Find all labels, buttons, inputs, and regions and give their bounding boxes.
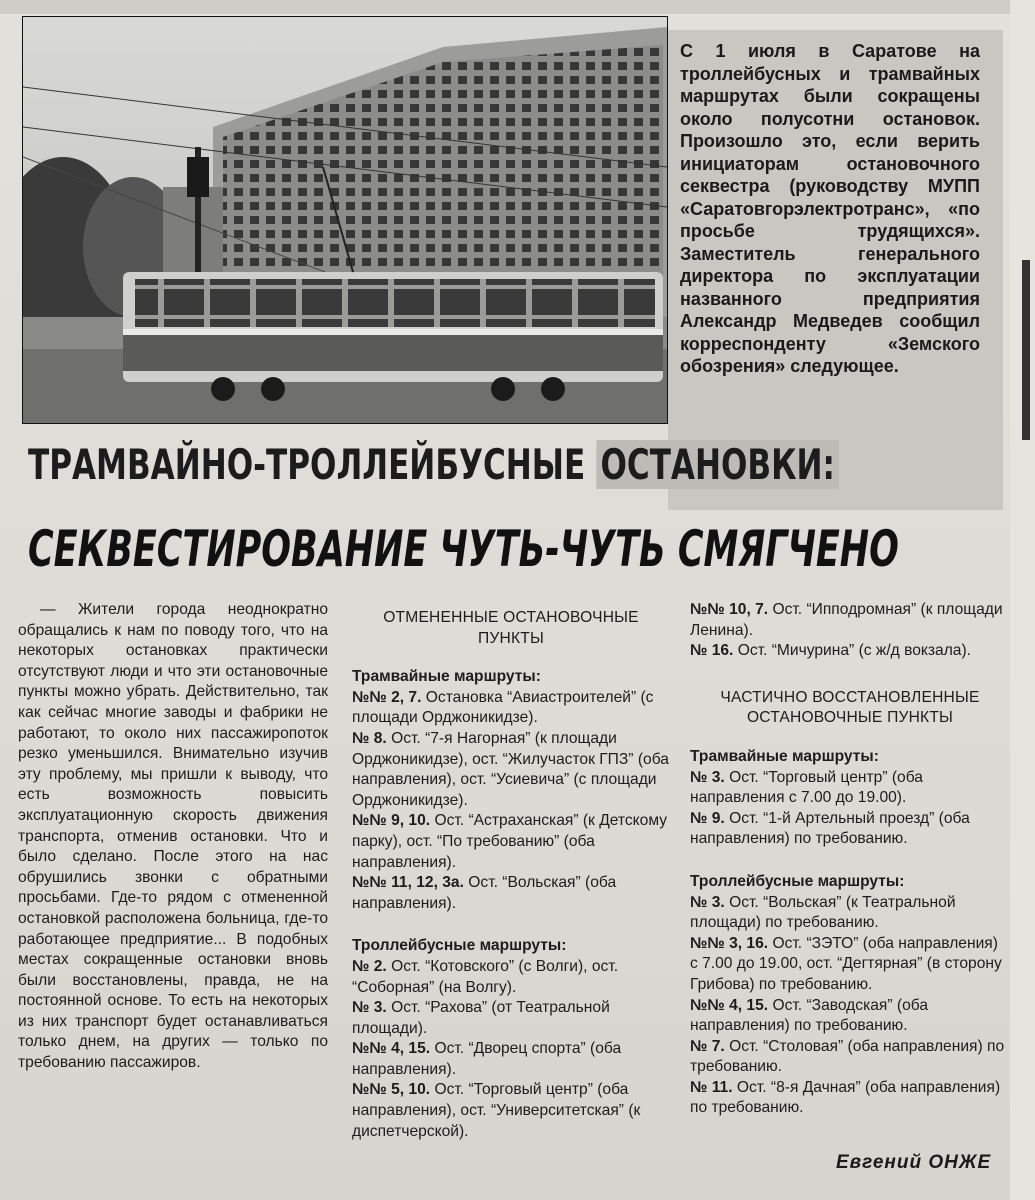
route-entry [352, 873, 670, 914]
route-stops: Ост. “Рахова” (от Театральной площади). [352, 999, 610, 1037]
tram-photo [22, 16, 668, 424]
headline-part-b: ОСТАНОВКИ: [596, 440, 839, 489]
restored-tram-list [690, 768, 1010, 850]
route-number: № 2. [352, 957, 387, 975]
route-stops: Ост. “Заводская” (оба направления) по требованию. [690, 996, 928, 1035]
route-entry [690, 893, 1010, 934]
route-number: № 3. [690, 893, 725, 911]
route-stops: Ост. “Вольская” (оба направления). [352, 874, 617, 912]
cancelled-trolley-list [352, 957, 670, 1142]
route-number: №№ 4, 15. [352, 1040, 431, 1058]
route-stops: Ост. “Торговый центр” (оба направления с 7.00 до 19.00). [690, 768, 923, 807]
route-entry [352, 729, 670, 811]
headline-part-a: ТРАМВАЙНО-ТРОЛЛЕЙБУСНЫЕ [28, 440, 597, 489]
cancelled-stops-title: ОТМЕНЕННЫЕ ОСТАНОВОЧНЫЕ ПУНКТЫ [383, 609, 639, 647]
route-entry [690, 768, 1010, 809]
route-number: №№ 5, 10. [352, 1081, 431, 1099]
route-stops: Остановка “Авиастроителей” (с площади Орджоникидзе). [352, 688, 654, 727]
route-stops: Ост. “1-й Артельный проезд” (оба направления) по требованию. [690, 809, 970, 848]
route-entry [352, 957, 670, 998]
restored-trolley-list [690, 893, 1010, 1120]
route-stops: Ост. “8-я Дачная” (оба направления) по требованию. [690, 1078, 1001, 1117]
cancelled-tram-label: Трамвайные маршруты: [352, 668, 541, 686]
cancelled-trolley-list-continued [690, 600, 1010, 662]
edge-stripe [1022, 260, 1030, 440]
route-number: №№ 4, 15. [690, 996, 769, 1014]
route-number: № 3. [352, 999, 387, 1017]
author-signature: Евгений ОНЖЕ [836, 1152, 992, 1173]
restored-stops-title: ЧАСТИЧНО ВОССТАНОВЛЕННЫЕ ОСТАНОВОЧНЫЕ ПУНКТЫ [720, 688, 980, 727]
route-entry [690, 1037, 1010, 1078]
route-entry [690, 934, 1010, 996]
route-stops: Ост. “Астраханская” (к Детскому парку), ост. “По требованию” (оба направления). [352, 812, 668, 871]
route-entry [352, 1039, 670, 1080]
route-entry [690, 809, 1010, 850]
headline-line-1 [28, 440, 839, 489]
route-entry [352, 998, 670, 1039]
route-number: № 11. [690, 1078, 733, 1096]
route-stops: Ост. “Котовского” (с Волги), ост. “Соборная” (на Волгу). [352, 957, 619, 996]
route-stops: Ост. “ЗЭТО” (оба направления) с 7.00 до 19.00, ост. “Дегтярная” (в сторону Грибова) по требованию. [690, 934, 1002, 993]
intro-paragraph: С 1 июля в Саратове на троллейбусных и трамвайных маршрутах были сокращены около полусотни остановок. Произошло это, если верить инициаторам остановочного секвестра (руководству МУПП «Саратовгорэлектротранс», «по просьбе трудящихся». Заместитель генерального директора по эксплуатации названного предприятия Александр Медведев сообщил корреспонденту «Земского обозрения» следующее. [680, 41, 980, 376]
restored-trolley-label: Троллейбусные маршруты: [690, 872, 905, 890]
route-number: №№ 9, 10. [352, 812, 431, 830]
route-number: № 8. [352, 729, 387, 747]
route-stops: Ост. “7-я Нагорная” (к площади Орджоникидзе), ост. “Жилучасток ГПЗ” (оба направления), ост. “Усиевича” (с площади Орджоникидзе). [352, 729, 669, 809]
route-stops: Ост. “Торговый центр” (оба направления), ост. “Университетская” (к диспетчерской). [352, 1081, 641, 1140]
route-stops: Ост. “Дворец спорта” (оба направления). [352, 1040, 622, 1078]
route-number: № 9. [690, 809, 725, 827]
previous-page-strip [0, 0, 1035, 14]
route-entry [352, 1080, 670, 1142]
route-number: №№ 3, 16. [690, 934, 769, 952]
interview-text: — Жители города неоднократно обращались к нам по поводу того, что на некоторых остановках практически отсутствуют люди и что эти остановочные пункты можно убрать. Действительно, так как сейчас многие заводы и фабрики не работают, то около них пассажиропоток резко уменьшился. Внимательно изучив эту проблему, мы пришли к выводу, что есть возможность повысить эксплуатационную скорость движения транспорта, отменив остановки. Что и было сделано. После этого на нас обрушились звонки с обратными просьбами. Где-то рядом с отмененной остановкой расположена больница, где-то работающее предприятие... В подобных местах сокращенные остановки вновь были восстановлены, правда, не на постоянной основе. То есть на некоторых из них транспорт будет останавливаться только днем, на других — только по требованию пассажиров. [18, 601, 328, 1072]
cancelled-trolley-label: Троллейбусные маршруты: [352, 937, 567, 955]
route-number: № 3. [690, 768, 725, 786]
route-entry [352, 688, 670, 729]
route-number: № 7. [690, 1037, 725, 1055]
restored-stops-column [690, 600, 1010, 1119]
route-entry [352, 811, 670, 873]
restored-tram-label: Трамвайные маршруты: [690, 747, 879, 765]
cancelled-stops-column [352, 600, 670, 1142]
interview-column [18, 600, 328, 1074]
headline-line-2: СЕКВЕСТИРОВАНИЕ ЧУТЬ-ЧУТЬ СМЯГЧЕНО [28, 520, 899, 578]
route-entry [690, 600, 1010, 641]
route-entry [690, 641, 1010, 662]
route-number: №№ 10, 7. [690, 601, 769, 618]
route-entry [690, 996, 1010, 1037]
route-stops: Ост. “Мичурина” (с ж/д вокзала). [733, 642, 971, 660]
route-number: № 16. [690, 642, 734, 660]
route-number: №№ 11, 12, 3а. [352, 874, 464, 892]
route-entry [690, 1078, 1010, 1119]
route-stops: Ост. “Вольская” (к Театральной площади) по требованию. [690, 893, 956, 932]
adjacent-page-edge [1010, 0, 1035, 1200]
route-number: №№ 2, 7. [352, 688, 422, 706]
route-stops: Ост. “Ипподромная” (к площади Ленина). [690, 601, 1003, 639]
route-stops: Ост. “Столовая” (оба направления) по требованию. [690, 1037, 1005, 1076]
cancelled-tram-list [352, 688, 670, 915]
